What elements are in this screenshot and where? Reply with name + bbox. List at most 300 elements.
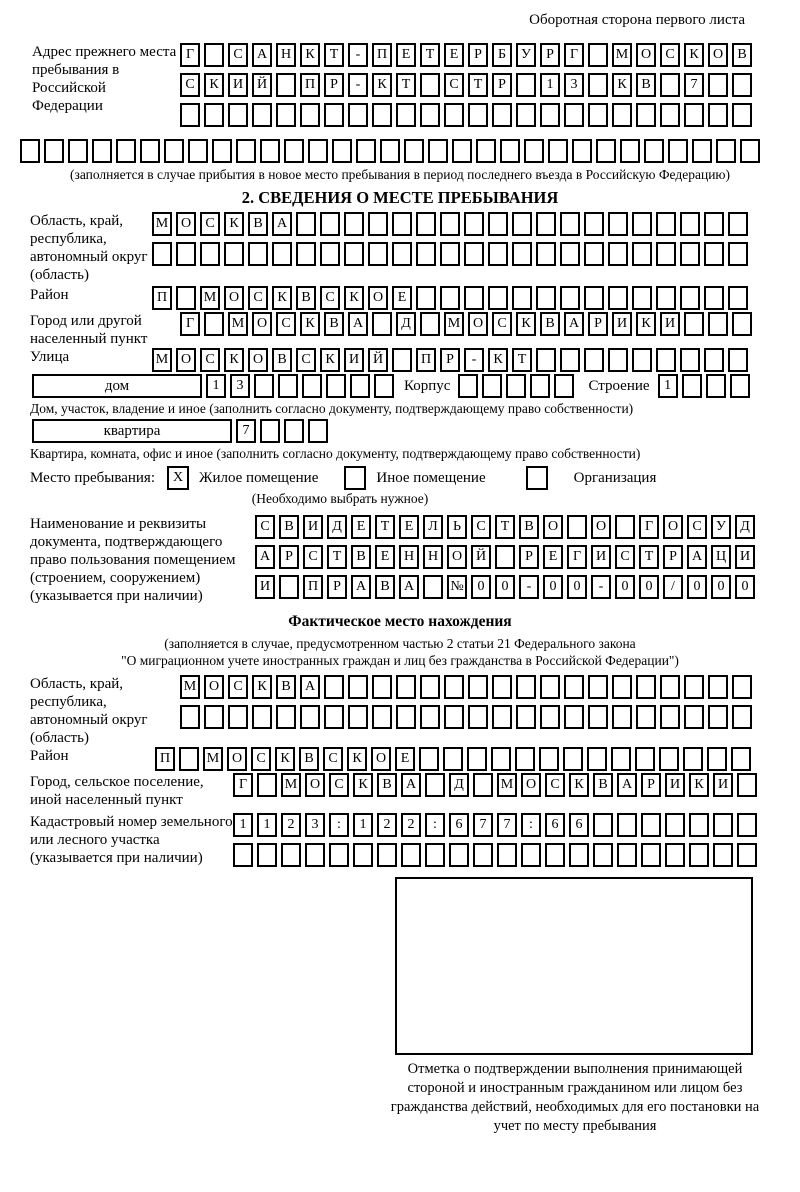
char-box[interactable] (536, 286, 556, 310)
char-box[interactable] (482, 374, 502, 398)
char-box[interactable] (612, 103, 632, 127)
char-box[interactable]: П (372, 43, 392, 67)
char-box[interactable] (713, 843, 733, 867)
char-box[interactable] (488, 286, 508, 310)
char-box[interactable]: В (299, 747, 319, 771)
char-box[interactable]: - (348, 43, 368, 67)
char-box[interactable]: О (543, 515, 563, 539)
char-box[interactable]: В (324, 312, 344, 336)
char-box[interactable]: 2 (401, 813, 421, 837)
char-box[interactable] (632, 242, 652, 266)
char-box[interactable]: С (660, 43, 680, 67)
char-box[interactable] (204, 705, 224, 729)
char-box[interactable] (348, 675, 368, 699)
char-box[interactable] (728, 212, 748, 236)
char-box[interactable] (440, 212, 460, 236)
char-box[interactable] (617, 813, 637, 837)
char-box[interactable]: О (663, 515, 683, 539)
char-box[interactable]: А (617, 773, 637, 797)
char-box[interactable]: К (488, 348, 508, 372)
stay-checkbox-other-premises[interactable] (344, 466, 366, 490)
char-box[interactable]: К (353, 773, 373, 797)
char-box[interactable] (707, 747, 727, 771)
char-box[interactable] (704, 286, 724, 310)
char-box[interactable] (545, 843, 565, 867)
char-box[interactable]: Е (444, 43, 464, 67)
char-box[interactable] (612, 675, 632, 699)
char-box[interactable] (464, 286, 484, 310)
char-box[interactable]: Т (324, 43, 344, 67)
char-box[interactable] (516, 73, 536, 97)
char-box[interactable] (635, 747, 655, 771)
char-box[interactable] (419, 747, 439, 771)
char-box[interactable]: 0 (567, 575, 587, 599)
char-box[interactable]: С (200, 348, 220, 372)
char-box[interactable] (372, 675, 392, 699)
char-box[interactable] (732, 705, 752, 729)
char-box[interactable] (449, 843, 469, 867)
char-box[interactable]: Р (440, 348, 460, 372)
char-box[interactable]: И (303, 515, 323, 539)
char-box[interactable] (380, 139, 400, 163)
char-box[interactable] (300, 103, 320, 127)
char-box[interactable] (680, 286, 700, 310)
char-box[interactable] (176, 286, 196, 310)
char-box[interactable]: К (272, 286, 292, 310)
char-box[interactable]: 3 (564, 73, 584, 97)
char-box[interactable] (467, 747, 487, 771)
char-box[interactable] (704, 212, 724, 236)
char-box[interactable]: М (497, 773, 517, 797)
char-box[interactable] (512, 286, 532, 310)
char-box[interactable]: К (569, 773, 589, 797)
char-box[interactable]: О (176, 348, 196, 372)
char-box[interactable]: С (251, 747, 271, 771)
char-box[interactable] (588, 103, 608, 127)
char-box[interactable]: С (296, 348, 316, 372)
char-box[interactable] (554, 374, 574, 398)
char-box[interactable]: С (228, 43, 248, 67)
char-box[interactable]: М (228, 312, 248, 336)
char-box[interactable]: М (203, 747, 223, 771)
char-box[interactable]: Р (492, 73, 512, 97)
char-box[interactable] (612, 705, 632, 729)
char-box[interactable]: И (735, 545, 755, 569)
char-box[interactable] (737, 813, 757, 837)
char-box[interactable]: 6 (449, 813, 469, 837)
char-box[interactable] (308, 139, 328, 163)
char-box[interactable] (536, 242, 556, 266)
char-box[interactable]: О (252, 312, 272, 336)
char-box[interactable] (584, 286, 604, 310)
char-box[interactable]: Г (567, 545, 587, 569)
char-box[interactable] (689, 843, 709, 867)
char-box[interactable]: 7 (497, 813, 517, 837)
char-box[interactable]: М (200, 286, 220, 310)
char-box[interactable]: К (684, 43, 704, 67)
char-box[interactable] (320, 242, 340, 266)
char-box[interactable] (708, 103, 728, 127)
char-box[interactable]: И (344, 348, 364, 372)
char-box[interactable]: Т (375, 515, 395, 539)
char-box[interactable] (540, 675, 560, 699)
char-box[interactable]: К (636, 312, 656, 336)
char-box[interactable]: В (375, 575, 395, 599)
char-box[interactable]: Т (512, 348, 532, 372)
char-box[interactable] (236, 139, 256, 163)
char-box[interactable] (660, 705, 680, 729)
char-box[interactable] (468, 705, 488, 729)
char-box[interactable] (512, 212, 532, 236)
char-box[interactable] (140, 139, 160, 163)
char-box[interactable]: П (152, 286, 172, 310)
char-box[interactable]: В (272, 348, 292, 372)
char-box[interactable]: М (180, 675, 200, 699)
char-box[interactable] (656, 286, 676, 310)
char-box[interactable] (473, 773, 493, 797)
stay-checkbox-residential[interactable]: X (167, 466, 189, 490)
char-box[interactable]: Й (368, 348, 388, 372)
char-box[interactable]: М (152, 212, 172, 236)
char-box[interactable] (440, 286, 460, 310)
char-box[interactable]: Р (641, 773, 661, 797)
char-box[interactable] (641, 843, 661, 867)
char-box[interactable] (516, 705, 536, 729)
char-box[interactable]: А (252, 43, 272, 67)
char-box[interactable] (636, 705, 656, 729)
char-box[interactable] (588, 705, 608, 729)
char-box[interactable]: П (416, 348, 436, 372)
char-box[interactable] (737, 773, 757, 797)
char-box[interactable] (428, 139, 448, 163)
char-box[interactable]: Н (399, 545, 419, 569)
char-box[interactable]: Й (471, 545, 491, 569)
char-box[interactable] (656, 348, 676, 372)
char-box[interactable] (392, 348, 412, 372)
char-box[interactable]: К (689, 773, 709, 797)
char-box[interactable] (584, 212, 604, 236)
char-box[interactable]: - (591, 575, 611, 599)
char-box[interactable]: Е (392, 286, 412, 310)
char-box[interactable] (706, 374, 726, 398)
char-box[interactable]: В (248, 212, 268, 236)
char-box[interactable]: К (320, 348, 340, 372)
char-box[interactable]: Т (396, 73, 416, 97)
char-box[interactable]: 1 (206, 374, 226, 398)
char-box[interactable]: К (275, 747, 295, 771)
char-box[interactable] (704, 242, 724, 266)
char-box[interactable] (608, 286, 628, 310)
char-box[interactable]: Г (564, 43, 584, 67)
char-box[interactable] (488, 242, 508, 266)
char-box[interactable] (320, 212, 340, 236)
char-box[interactable] (443, 747, 463, 771)
char-box[interactable] (644, 139, 664, 163)
char-box[interactable] (188, 139, 208, 163)
char-box[interactable] (708, 312, 728, 336)
char-box[interactable]: Р (324, 73, 344, 97)
char-box[interactable] (344, 212, 364, 236)
char-box[interactable] (473, 843, 493, 867)
char-box[interactable] (516, 103, 536, 127)
char-box[interactable]: М (281, 773, 301, 797)
char-box[interactable] (420, 312, 440, 336)
char-box[interactable]: О (521, 773, 541, 797)
char-box[interactable] (179, 747, 199, 771)
char-box[interactable]: 6 (545, 813, 565, 837)
char-box[interactable]: Т (327, 545, 347, 569)
char-box[interactable] (279, 575, 299, 599)
char-box[interactable] (308, 419, 328, 443)
char-box[interactable]: С (303, 545, 323, 569)
char-box[interactable]: О (227, 747, 247, 771)
char-box[interactable] (548, 139, 568, 163)
char-box[interactable] (608, 348, 628, 372)
char-box[interactable] (324, 705, 344, 729)
char-box[interactable]: Д (449, 773, 469, 797)
char-box[interactable]: : (425, 813, 445, 837)
char-box[interactable]: А (348, 312, 368, 336)
char-box[interactable]: В (593, 773, 613, 797)
char-box[interactable] (536, 212, 556, 236)
char-box[interactable]: В (276, 675, 296, 699)
char-box[interactable] (560, 348, 580, 372)
char-box[interactable]: М (444, 312, 464, 336)
char-box[interactable]: 1 (353, 813, 373, 837)
char-box[interactable] (404, 139, 424, 163)
char-box[interactable]: С (492, 312, 512, 336)
char-box[interactable]: Р (588, 312, 608, 336)
char-box[interactable] (495, 545, 515, 569)
char-box[interactable] (278, 374, 298, 398)
char-box[interactable] (452, 139, 472, 163)
char-box[interactable] (396, 705, 416, 729)
char-box[interactable] (44, 139, 64, 163)
char-box[interactable] (540, 705, 560, 729)
char-box[interactable] (392, 212, 412, 236)
char-box[interactable]: Т (639, 545, 659, 569)
char-box[interactable]: А (272, 212, 292, 236)
char-box[interactable] (356, 139, 376, 163)
char-box[interactable]: В (540, 312, 560, 336)
char-box[interactable]: С (615, 545, 635, 569)
char-box[interactable] (632, 348, 652, 372)
char-box[interactable] (732, 312, 752, 336)
char-box[interactable]: Д (735, 515, 755, 539)
char-box[interactable] (440, 242, 460, 266)
char-box[interactable]: С (329, 773, 349, 797)
char-box[interactable] (228, 103, 248, 127)
char-box[interactable] (617, 843, 637, 867)
char-box[interactable]: И (612, 312, 632, 336)
char-box[interactable]: С (320, 286, 340, 310)
char-box[interactable] (233, 843, 253, 867)
char-box[interactable]: А (564, 312, 584, 336)
char-box[interactable] (563, 747, 583, 771)
char-box[interactable] (180, 705, 200, 729)
char-box[interactable] (567, 515, 587, 539)
char-box[interactable]: С (248, 286, 268, 310)
char-box[interactable] (608, 212, 628, 236)
char-box[interactable]: 0 (471, 575, 491, 599)
char-box[interactable]: Т (468, 73, 488, 97)
char-box[interactable] (593, 813, 613, 837)
char-box[interactable] (392, 242, 412, 266)
char-box[interactable] (684, 705, 704, 729)
char-box[interactable] (228, 705, 248, 729)
char-box[interactable]: О (305, 773, 325, 797)
char-box[interactable] (588, 675, 608, 699)
char-box[interactable] (731, 747, 751, 771)
char-box[interactable] (492, 675, 512, 699)
char-box[interactable] (329, 843, 349, 867)
char-box[interactable]: О (708, 43, 728, 67)
char-box[interactable]: Ц (711, 545, 731, 569)
char-box[interactable]: Р (663, 545, 683, 569)
char-box[interactable]: : (521, 813, 541, 837)
char-box[interactable]: 1 (233, 813, 253, 837)
char-box[interactable] (324, 675, 344, 699)
char-box[interactable]: С (323, 747, 343, 771)
char-box[interactable] (704, 348, 724, 372)
char-box[interactable]: 7 (684, 73, 704, 97)
char-box[interactable] (458, 374, 478, 398)
char-box[interactable] (284, 419, 304, 443)
char-box[interactable]: И (255, 575, 275, 599)
char-box[interactable]: О (176, 212, 196, 236)
char-box[interactable] (281, 843, 301, 867)
char-box[interactable] (588, 43, 608, 67)
char-box[interactable] (468, 103, 488, 127)
char-box[interactable] (536, 348, 556, 372)
char-box[interactable]: Р (327, 575, 347, 599)
char-box[interactable] (596, 139, 616, 163)
char-box[interactable] (569, 843, 589, 867)
char-box[interactable] (730, 374, 750, 398)
char-box[interactable] (500, 139, 520, 163)
char-box[interactable] (416, 212, 436, 236)
char-box[interactable] (737, 843, 757, 867)
char-box[interactable] (152, 242, 172, 266)
char-box[interactable] (660, 73, 680, 97)
char-box[interactable] (692, 139, 712, 163)
char-box[interactable]: Е (396, 43, 416, 67)
char-box[interactable]: И (228, 73, 248, 97)
char-box[interactable] (444, 675, 464, 699)
char-box[interactable] (668, 139, 688, 163)
char-box[interactable] (20, 139, 40, 163)
char-box[interactable]: А (399, 575, 419, 599)
char-box[interactable]: П (303, 575, 323, 599)
char-box[interactable] (204, 43, 224, 67)
char-box[interactable]: И (665, 773, 685, 797)
char-box[interactable] (257, 843, 277, 867)
char-box[interactable]: К (344, 286, 364, 310)
char-box[interactable]: В (732, 43, 752, 67)
char-box[interactable] (564, 675, 584, 699)
char-box[interactable]: П (300, 73, 320, 97)
char-box[interactable] (396, 103, 416, 127)
char-box[interactable] (515, 747, 535, 771)
char-box[interactable] (708, 705, 728, 729)
char-box[interactable] (348, 103, 368, 127)
char-box[interactable] (684, 312, 704, 336)
char-box[interactable] (276, 73, 296, 97)
char-box[interactable] (296, 242, 316, 266)
char-box[interactable]: М (152, 348, 172, 372)
char-box[interactable] (372, 705, 392, 729)
char-box[interactable] (665, 843, 685, 867)
char-box[interactable] (530, 374, 550, 398)
char-box[interactable] (164, 139, 184, 163)
char-box[interactable] (254, 374, 274, 398)
char-box[interactable]: И (591, 545, 611, 569)
char-box[interactable] (324, 103, 344, 127)
char-box[interactable]: Н (276, 43, 296, 67)
char-box[interactable] (716, 139, 736, 163)
char-box[interactable]: Р (468, 43, 488, 67)
char-box[interactable] (68, 139, 88, 163)
char-box[interactable]: Т (495, 515, 515, 539)
char-box[interactable] (416, 286, 436, 310)
char-box[interactable]: С (255, 515, 275, 539)
char-box[interactable]: У (711, 515, 731, 539)
char-box[interactable] (608, 242, 628, 266)
char-box[interactable]: Г (180, 312, 200, 336)
char-box[interactable] (491, 747, 511, 771)
char-box[interactable]: Т (420, 43, 440, 67)
char-box[interactable]: Д (396, 312, 416, 336)
char-box[interactable]: К (224, 348, 244, 372)
char-box[interactable]: Е (375, 545, 395, 569)
char-box[interactable]: К (224, 212, 244, 236)
char-box[interactable] (180, 103, 200, 127)
char-box[interactable] (464, 212, 484, 236)
char-box[interactable] (372, 103, 392, 127)
char-box[interactable] (682, 374, 702, 398)
char-box[interactable] (680, 212, 700, 236)
char-box[interactable]: К (516, 312, 536, 336)
char-box[interactable]: К (252, 675, 272, 699)
char-box[interactable] (302, 374, 322, 398)
char-box[interactable] (512, 242, 532, 266)
char-box[interactable] (680, 348, 700, 372)
char-box[interactable]: 2 (281, 813, 301, 837)
char-box[interactable]: : (329, 813, 349, 837)
char-box[interactable]: О (447, 545, 467, 569)
char-box[interactable]: 0 (495, 575, 515, 599)
char-box[interactable] (506, 374, 526, 398)
char-box[interactable] (204, 103, 224, 127)
char-box[interactable] (587, 747, 607, 771)
char-box[interactable]: К (300, 43, 320, 67)
char-box[interactable] (276, 705, 296, 729)
char-box[interactable]: 3 (305, 813, 325, 837)
char-box[interactable] (680, 242, 700, 266)
char-box[interactable] (344, 242, 364, 266)
char-box[interactable] (588, 73, 608, 97)
char-box[interactable] (660, 103, 680, 127)
char-box[interactable] (620, 139, 640, 163)
char-box[interactable]: / (663, 575, 683, 599)
char-box[interactable] (252, 103, 272, 127)
char-box[interactable]: С (228, 675, 248, 699)
char-box[interactable]: А (300, 675, 320, 699)
char-box[interactable] (374, 374, 394, 398)
char-box[interactable]: Б (492, 43, 512, 67)
char-box[interactable]: О (468, 312, 488, 336)
char-box[interactable]: А (687, 545, 707, 569)
